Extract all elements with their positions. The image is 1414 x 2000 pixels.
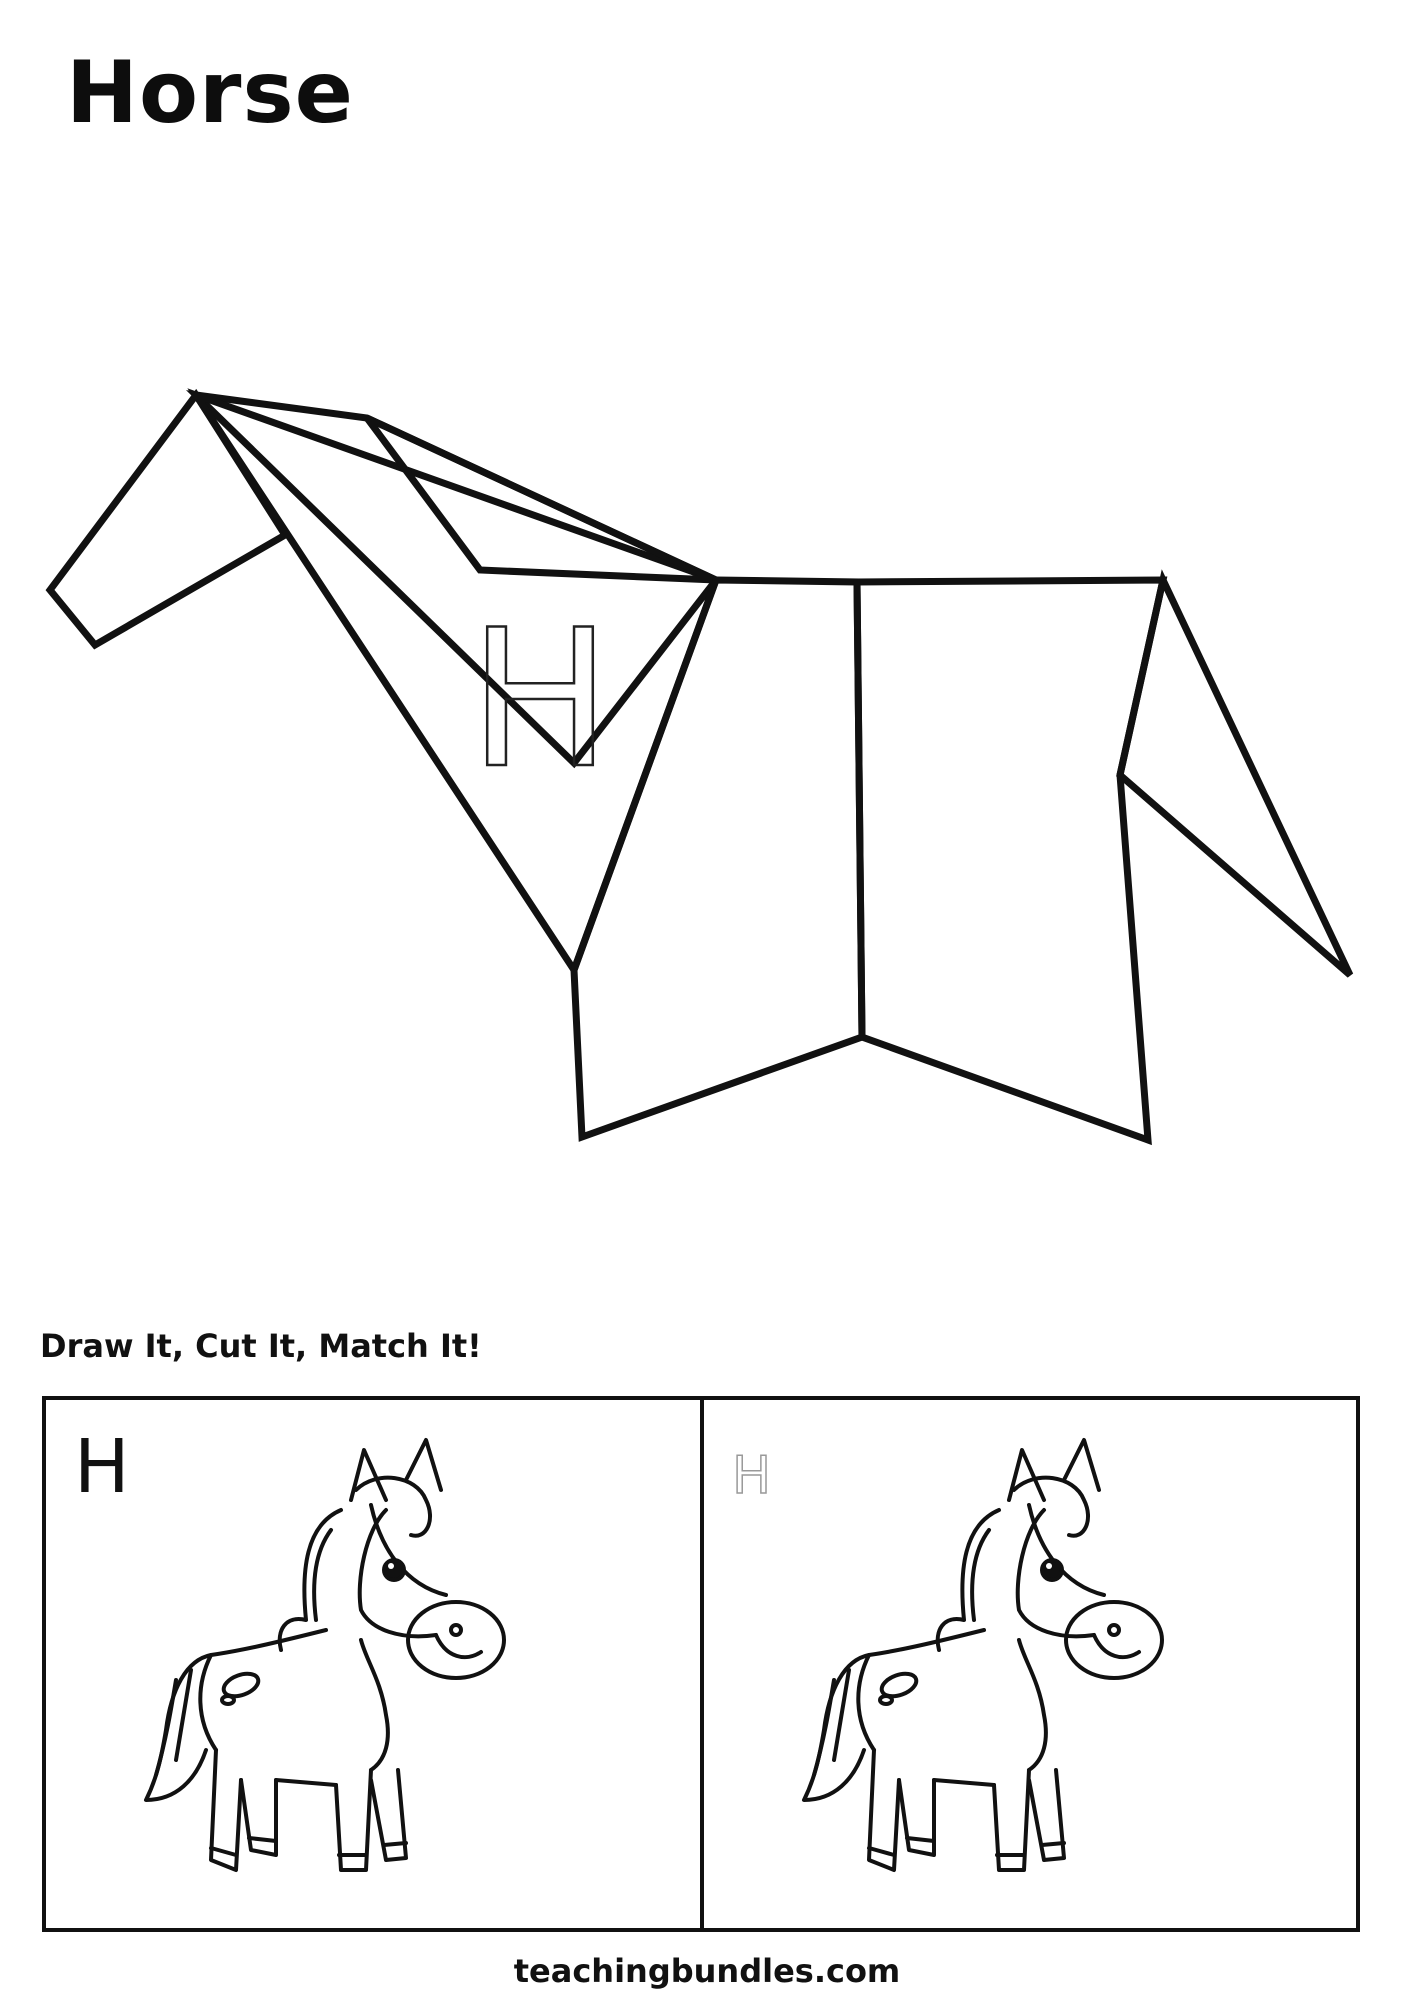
card-trace[interactable] — [704, 1400, 1356, 1928]
tangram-head-piece — [50, 395, 285, 645]
horse-icon — [794, 1430, 1274, 1920]
matching-cards — [42, 1396, 1360, 1932]
tangram-tail-piece — [1120, 580, 1350, 975]
horse-icon — [136, 1430, 616, 1920]
card-letter: H — [74, 1424, 130, 1510]
tangram-rear-body-piece — [857, 580, 1163, 1140]
activity-instructions: Draw It, Cut It, Match It! — [40, 1327, 482, 1365]
card-letter-trace: H — [732, 1446, 772, 1506]
footer-website: teachingbundles.com — [513, 1952, 901, 1990]
card-example[interactable] — [46, 1400, 704, 1928]
tangram-mane-piece — [367, 418, 716, 580]
tangram-front-body-piece — [574, 580, 862, 1137]
tangram-letter-outline: H — [468, 589, 612, 810]
page-title: Horse — [66, 43, 354, 143]
